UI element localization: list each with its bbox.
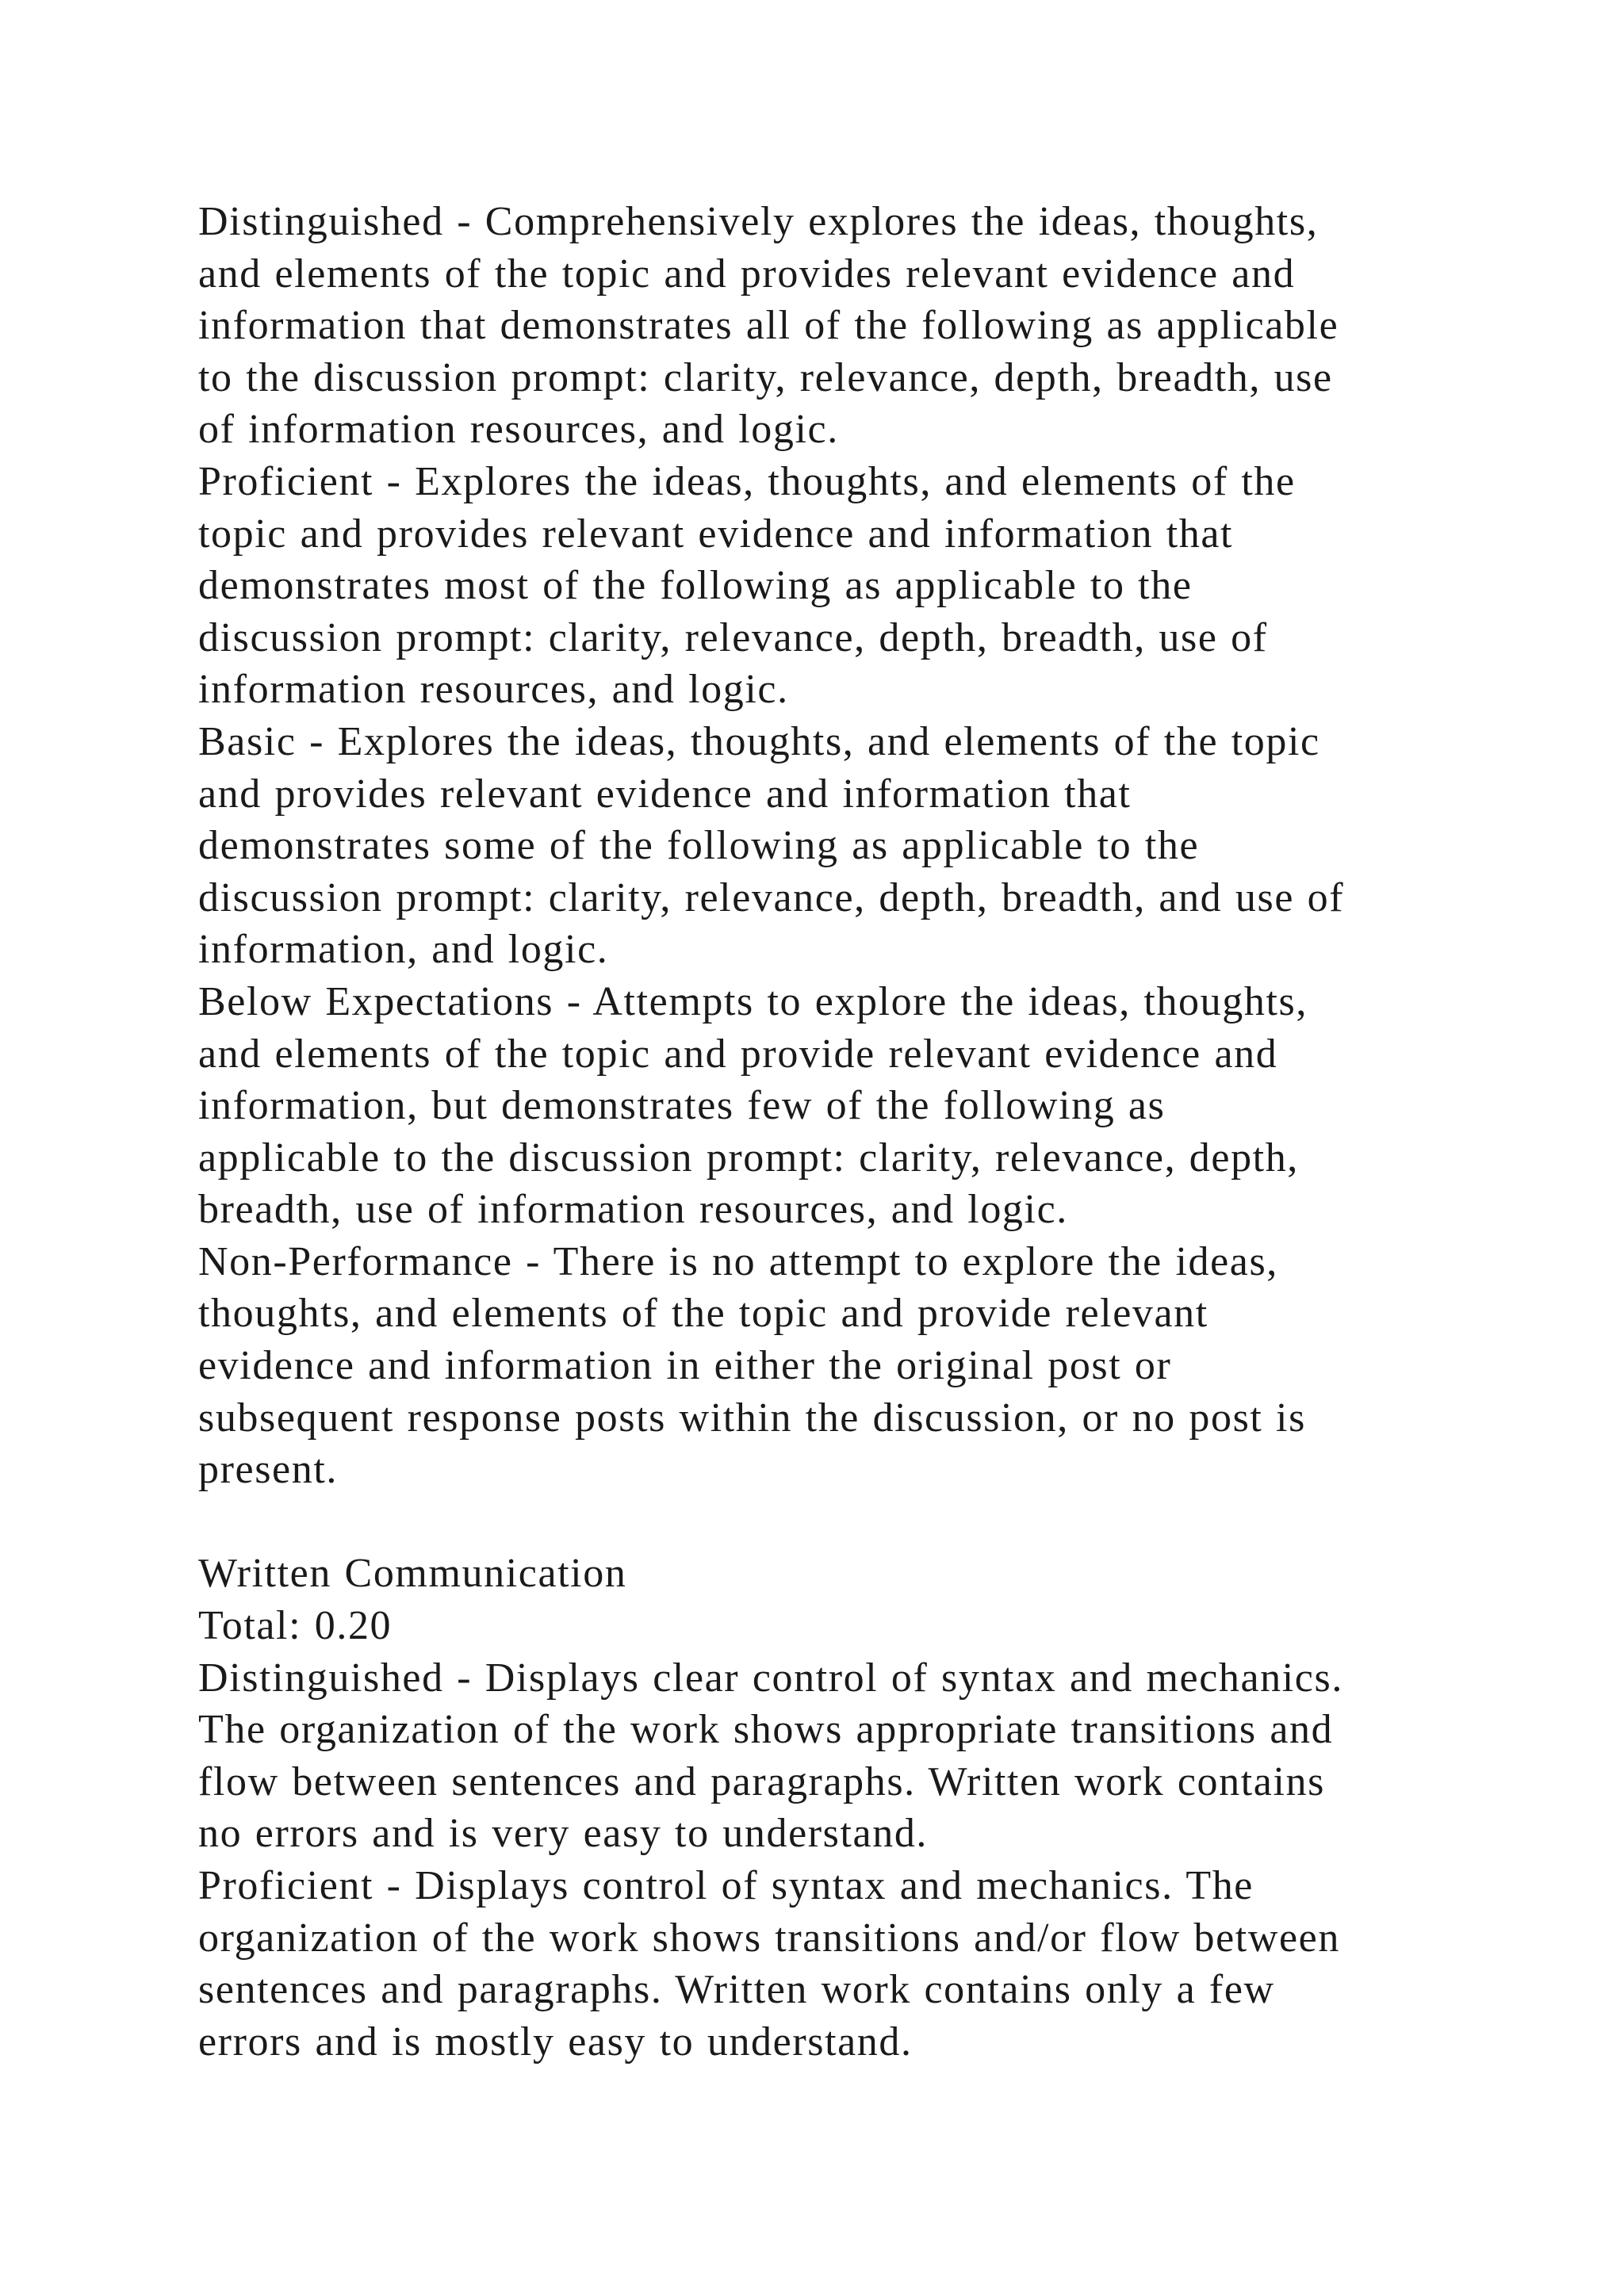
text-line: evidence and information in either the original post or [198, 1343, 1172, 1389]
text-line: topic and provides relevant evidence and information that [198, 511, 1234, 557]
text-line: flow between sentences and paragraphs. Written work contains [198, 1758, 1325, 1804]
section-heading: Written Communication [198, 1551, 627, 1597]
text-line: information, but demonstrates few of the following as [198, 1083, 1166, 1129]
text-line: The organization of the work shows appropriate transitions and [198, 1707, 1334, 1753]
text-line: Basic - Explores the ideas, thoughts, and elements of the topic [198, 718, 1320, 764]
section-total: Total: 0.20 [198, 1603, 393, 1649]
text-line: errors and is mostly easy to understand. [198, 2019, 913, 2064]
text-line: demonstrates most of the following as applicable to the [198, 563, 1193, 609]
text-line: to the discussion prompt: clarity, relevance, depth, breadth, use [198, 354, 1333, 400]
text-line: Proficient - Explores the ideas, thoughts, and elements of the [198, 458, 1296, 504]
text-line: information that demonstrates all of the following as applicable [198, 303, 1339, 349]
text-line: and provides relevant evidence and information that [198, 771, 1132, 817]
text-line: Proficient - Displays control of syntax and mechanics. The [198, 1863, 1254, 1908]
text-line: and elements of the topic and provide relevant evidence and [198, 1031, 1278, 1077]
paragraph-break [198, 1496, 1499, 1548]
text-line: information resources, and logic. [198, 667, 789, 713]
text-line: discussion prompt: clarity, relevance, depth, breadth, and use of [198, 874, 1345, 920]
text-line: of information resources, and logic. [198, 407, 839, 453]
text-line: organization of the work shows transitions and/or flow between [198, 1915, 1340, 1961]
text-line: thoughts, and elements of the topic and provide relevant [198, 1291, 1208, 1337]
text-line: breadth, use of information resources, and logic. [198, 1187, 1068, 1233]
text-line: Below Expectations - Attempts to explore the ideas, thoughts, [198, 978, 1308, 1024]
text-line: no errors and is very easy to understand. [198, 1811, 929, 1857]
text-line: Distinguished - Displays clear control of syntax and mechanics. [198, 1655, 1343, 1701]
text-line: demonstrates some of the following as applicable to the [198, 823, 1200, 869]
text-line: information, and logic. [198, 927, 609, 973]
text-line: present. [198, 1447, 338, 1493]
text-line: Distinguished - Comprehensively explores the ideas, thoughts, [198, 199, 1319, 244]
text-line: Non-Performance - There is no attempt to explore the ideas, [198, 1238, 1278, 1284]
text-line: applicable to the discussion prompt: clarity, relevance, depth, [198, 1135, 1299, 1181]
text-line: subsequent response posts within the discussion, or no post is [198, 1395, 1306, 1441]
text-line: sentences and paragraphs. Written work contains only a few [198, 1967, 1275, 2013]
text-line: and elements of the topic and provides relevant evidence and [198, 251, 1296, 297]
document-body [198, 196, 1499, 2068]
text-line: discussion prompt: clarity, relevance, depth, breadth, use of [198, 614, 1268, 660]
